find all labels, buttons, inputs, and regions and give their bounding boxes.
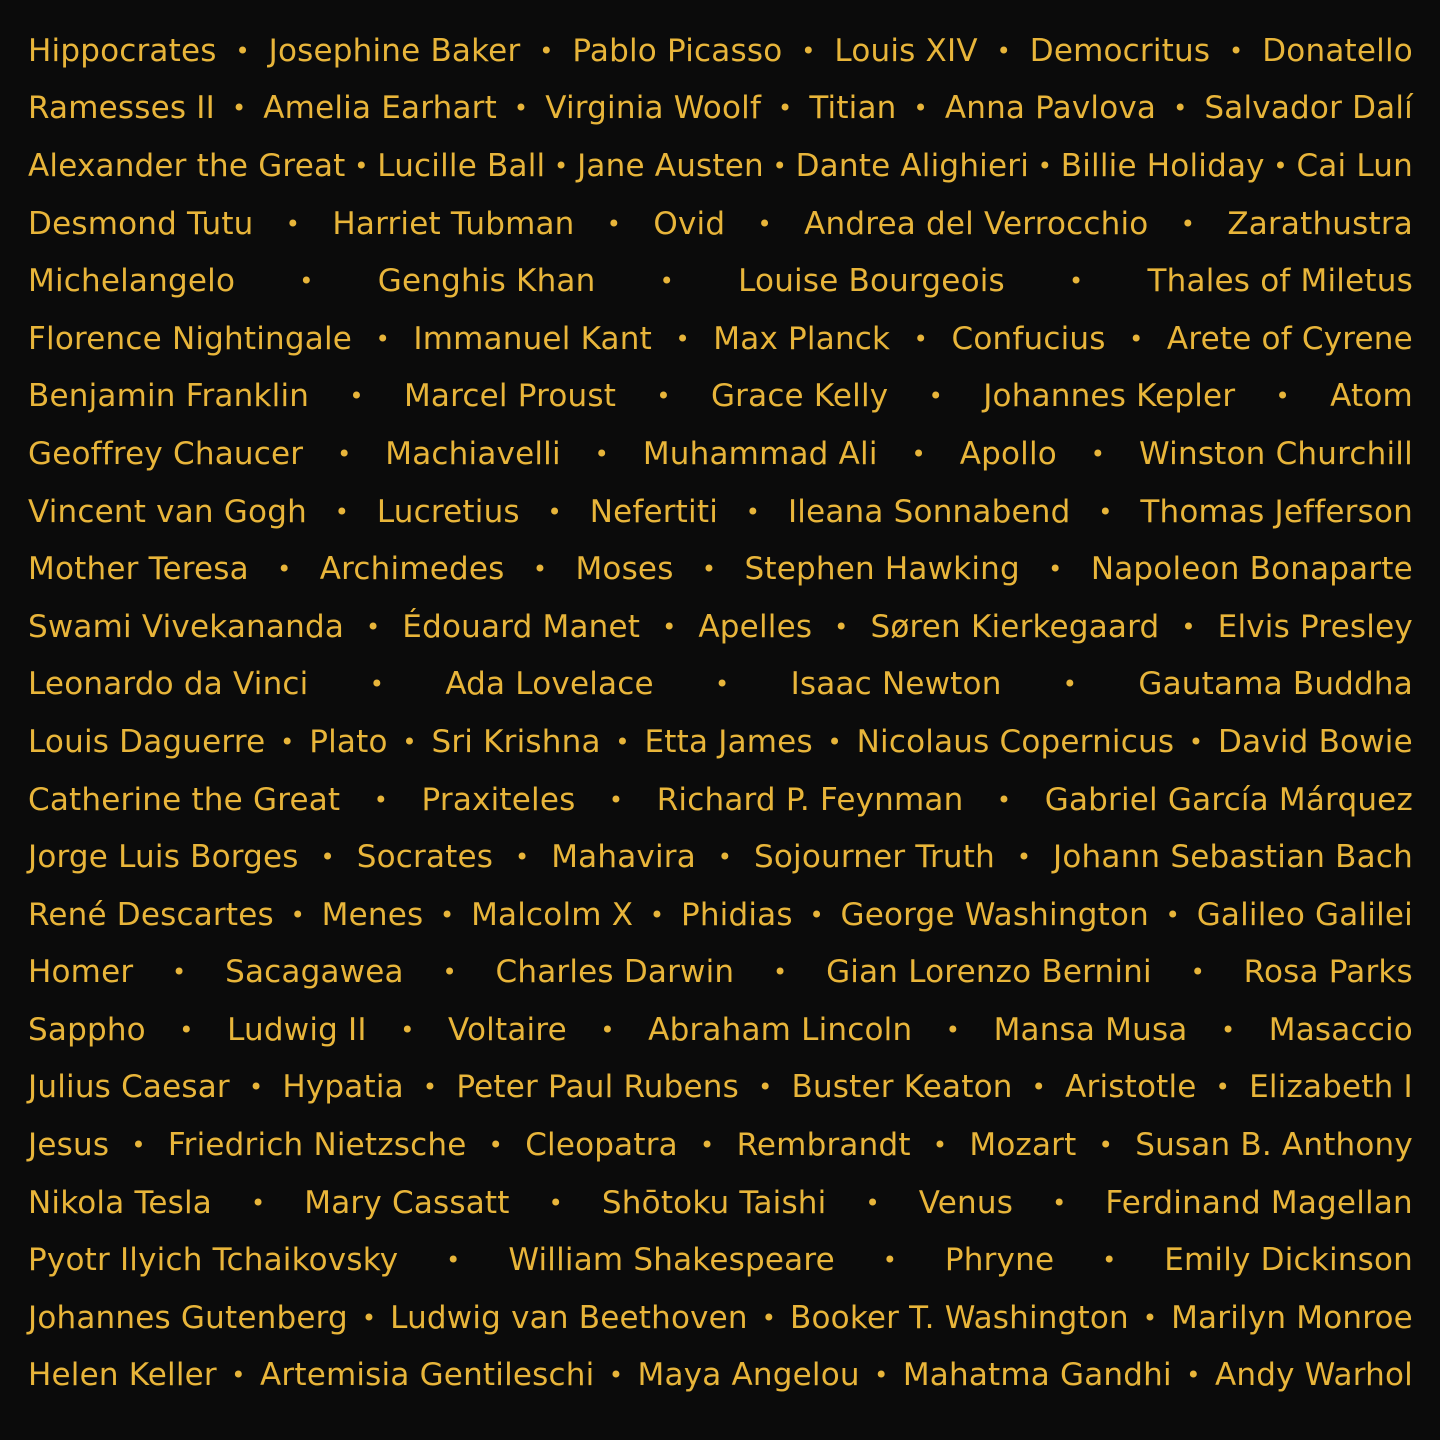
person-name: Anna Pavlova [944,90,1157,127]
person-name: Andrea del Verrocchio [804,205,1149,242]
person-name: Julius Caesar [28,1069,230,1106]
bullet-separator: • [172,958,187,987]
bullet-separator: • [701,555,717,584]
bullet-separator: • [700,1131,715,1160]
bullet-separator: • [515,843,530,872]
bullet-separator: • [1098,497,1113,526]
person-name: Josephine Baker [268,32,521,69]
person-name: Ramesses II [28,90,215,127]
person-name: Cleopatra [525,1127,678,1164]
person-name: Machiavelli [385,435,561,472]
bullet-separator: • [911,439,926,468]
bullet-separator: • [1048,555,1063,584]
person-name: Gabriel García Márquez [1044,781,1413,818]
name-line [28,886,1413,944]
person-name: Leonardo da Vinci [28,666,309,703]
person-name: Isaac Newton [790,666,1002,703]
person-name: Louise Bourgeois [738,263,1005,300]
person-name: Charles Darwin [495,954,735,991]
person-name: Plato [309,723,388,760]
person-name: Vincent van Gogh [28,493,307,530]
name-line [28,1289,1413,1347]
person-name: Hippocrates [28,32,217,69]
person-name: Abraham Lincoln [648,1011,913,1048]
bullet-separator: • [773,958,788,987]
person-name: Shōtoku Taishi [601,1184,827,1221]
person-name: Johannes Kepler [983,378,1236,415]
bullet-separator: • [277,555,292,584]
person-name: Democritus [1029,32,1211,69]
bullet-separator: • [1102,1246,1117,1275]
bullet-separator: • [662,612,677,641]
bullet-separator: • [1165,900,1180,929]
person-name: Booker T. Washington [790,1299,1129,1336]
person-name: Galileo Galilei [1196,896,1413,933]
name-line [28,713,1413,771]
bullet-separator: • [337,439,352,468]
bullet-separator: • [758,1073,773,1102]
bullet-separator: • [714,670,730,699]
person-name: Billie Holiday [1060,147,1265,184]
person-name: Mansa Musa [993,1011,1188,1048]
person-name: Emily Dickinson [1164,1242,1413,1279]
person-name: Geoffrey Chaucer [28,435,304,472]
person-name: Susan B. Anthony [1135,1127,1413,1164]
bullet-separator: • [539,36,554,65]
person-name: Søren Kierkegaard [870,608,1160,645]
person-name: Salvador Dalí [1204,90,1413,127]
person-name: Phryne [944,1242,1055,1279]
name-line [28,1231,1413,1289]
name-line [28,80,1413,138]
person-name: Winston Churchill [1138,435,1413,472]
name-line [28,368,1413,426]
person-name: Voltaire [448,1011,567,1048]
bullet-separator: • [1215,1073,1230,1102]
person-name: Jesus [28,1127,110,1164]
person-name: Swami Vivekananda [28,608,345,645]
name-line [28,425,1413,483]
person-name: Titian [809,90,897,127]
bullet-separator: • [1016,843,1032,872]
name-line [28,310,1413,368]
bullet-separator: • [361,1303,377,1332]
bullet-separator: • [1275,382,1290,411]
person-name: George Washington [840,896,1149,933]
person-name: Mahatma Gandhi [902,1357,1172,1394]
person-name: Thales of Miletus [1147,263,1413,300]
bullet-separator: • [608,1361,624,1390]
bullet-separator: • [488,1131,504,1160]
bullet-separator: • [996,785,1012,814]
person-name: Dante Alighieri [795,147,1030,184]
bullet-separator: • [1273,151,1288,180]
bullet-separator: • [375,324,390,353]
bullet-separator: • [442,958,457,987]
bullet-separator: • [532,555,548,584]
person-name: Rembrandt [736,1127,911,1164]
bullet-separator: • [1031,1073,1047,1102]
person-name: Ada Lovelace [445,666,654,703]
person-name: Arete of Cyrene [1166,320,1413,357]
bullet-separator: • [231,1361,246,1390]
bullet-separator: • [675,324,690,353]
bullet-separator: • [772,151,787,180]
bullet-separator: • [1090,439,1106,468]
bullet-separator: • [250,1188,266,1217]
name-line [28,1347,1413,1405]
person-name: Helen Keller [28,1357,217,1394]
person-name: Ferdinand Magellan [1105,1184,1413,1221]
bullet-separator: • [1190,958,1205,987]
person-name: Michelangelo [28,263,236,300]
bullet-separator: • [932,1131,948,1160]
name-line [28,1001,1413,1059]
person-name: Elvis Presley [1217,608,1413,645]
bullet-separator: • [1173,94,1188,123]
bullet-separator: • [446,1246,461,1275]
person-name: Richard P. Feynman [656,781,964,818]
person-name: Pyotr Ilyich Tchaikovsky [28,1242,399,1279]
bullet-separator: • [1062,670,1078,699]
person-name: Buster Keaton [791,1069,1013,1106]
bullet-separator: • [827,727,842,756]
person-name: Lucretius [376,493,520,530]
bullet-separator: • [554,151,569,180]
bullet-separator: • [235,36,250,65]
bullet-separator: • [865,1188,880,1217]
person-name: Johann Sebastian Bach [1053,839,1413,876]
bullet-separator: • [717,843,733,872]
person-name: Immanuel Kant [413,320,652,357]
name-line [28,598,1413,656]
bullet-separator: • [608,785,624,814]
bullet-separator: • [745,497,761,526]
person-name: Nefertiti [589,493,719,530]
person-name: Pablo Picasso [572,32,783,69]
bullet-separator: • [1037,151,1053,180]
person-name: René Descartes [28,896,274,933]
person-name: Andy Warhol [1214,1357,1413,1394]
name-line [28,22,1413,80]
bullet-separator: • [1188,727,1204,756]
person-name: Menes [321,896,424,933]
bullet-separator: • [248,1073,264,1102]
bullet-separator: • [548,1188,563,1217]
bullet-separator: • [615,727,630,756]
person-name: Catherine the Great [28,781,341,818]
bullet-separator: • [369,670,385,699]
bullet-separator: • [320,843,335,872]
person-name: Jorge Luis Borges [28,839,299,876]
person-name: Rosa Parks [1243,954,1413,991]
name-line [28,828,1413,886]
person-name: Desmond Tutu [28,205,254,242]
name-line [28,540,1413,598]
bullet-separator: • [928,382,943,411]
person-name: Florence Nightingale [28,320,353,357]
person-name: Apollo [959,435,1057,472]
bullet-separator: • [945,1015,961,1044]
person-name: Jane Austen [577,147,764,184]
name-line [28,1116,1413,1174]
person-name: Harriet Tubman [332,205,575,242]
person-name: Gautama Buddha [1138,666,1413,703]
bullet-separator: • [179,1015,194,1044]
person-name: Archimedes [319,551,505,588]
name-line [28,771,1413,829]
person-name: Virginia Woolf [545,90,762,127]
bullet-separator: • [600,1015,615,1044]
bullet-separator: • [1069,267,1084,296]
bullet-separator: • [649,900,665,929]
person-name: Ileana Sonnabend [787,493,1071,530]
person-name: Confucius [951,320,1106,357]
person-name: Louis Daguerre [28,723,266,760]
bullet-separator: • [1186,1361,1201,1390]
person-name: Stephen Hawking [744,551,1020,588]
bullet-separator: • [131,1131,146,1160]
bullet-separator: • [402,727,417,756]
person-name: Socrates [356,839,494,876]
person-name: Mozart [969,1127,1077,1164]
bullet-separator: • [606,209,622,238]
bullet-separator: • [656,382,671,411]
bullet-separator: • [757,209,772,238]
person-name: Ludwig II [227,1011,367,1048]
person-name: Muhammad Ali [642,435,878,472]
person-name: Venus [918,1184,1014,1221]
bullet-separator: • [874,1361,889,1390]
name-line [28,1059,1413,1117]
person-name: Ludwig van Beethoven [390,1299,748,1336]
person-name: Mahavira [551,839,696,876]
bullet-separator: • [513,94,529,123]
person-name: Atom [1330,378,1413,415]
person-name: Mother Teresa [28,551,249,588]
person-name: Friedrich Nietzsche [167,1127,467,1164]
name-line [28,1174,1413,1232]
bullet-separator: • [1129,324,1144,353]
bullet-separator: • [913,94,928,123]
person-name: Napoleon Bonaparte [1090,551,1413,588]
person-name: Mary Cassatt [304,1184,510,1221]
name-line [28,944,1413,1002]
person-name: Artemisia Gentileschi [259,1357,595,1394]
bullet-separator: • [834,612,849,641]
bullet-separator: • [373,785,389,814]
person-name: Thomas Jefferson [1140,493,1413,530]
bullet-separator: • [349,382,364,411]
person-name: Zarathustra [1227,205,1413,242]
bullet-separator: • [290,900,305,929]
person-name: Benjamin Franklin [28,378,310,415]
bullet-separator: • [440,900,455,929]
person-name: Sojourner Truth [753,839,995,876]
person-name: Marilyn Monroe [1171,1299,1413,1336]
person-name: Phidias [680,896,793,933]
bullet-separator: • [422,1073,438,1102]
person-name: Moses [575,551,674,588]
person-name: Johannes Gutenberg [28,1299,348,1336]
person-name: Maya Angelou [637,1357,860,1394]
person-name: David Bowie [1218,723,1413,760]
person-name: Homer [28,954,134,991]
bullet-separator: • [594,439,609,468]
person-name: Cai Lun [1296,147,1413,184]
person-name: Lucille Ball [377,147,546,184]
person-name: Ovid [653,205,726,242]
name-lines [28,22,1413,1404]
person-name: Marcel Proust [403,378,617,415]
person-name: Nicolaus Copernicus [856,723,1175,760]
bullet-separator: • [285,209,301,238]
person-name: Peter Paul Rubens [456,1069,739,1106]
person-name: Grace Kelly [710,378,889,415]
person-name: Apelles [698,608,813,645]
bullet-separator: • [280,727,295,756]
person-name: Elizabeth I [1249,1069,1413,1106]
person-name: Masaccio [1268,1011,1413,1048]
bullet-separator: • [1180,209,1196,238]
bullet-separator: • [400,1015,415,1044]
bullet-separator: • [882,1246,898,1275]
bullet-separator: • [547,497,562,526]
bullet-separator: • [1052,1188,1067,1217]
bullet-separator: • [801,36,816,65]
name-line [28,252,1413,310]
bullet-separator: • [299,267,314,296]
bullet-separator: • [996,36,1011,65]
bullet-separator: • [354,151,369,180]
person-name: William Shakespeare [508,1242,835,1279]
person-name: Gian Lorenzo Bernini [826,954,1152,991]
person-name: Louis XIV [834,32,978,69]
bullet-separator: • [334,497,350,526]
bullet-separator: • [231,94,247,123]
name-line [28,656,1413,714]
person-name: Genghis Khan [377,263,596,300]
person-name: Nikola Tesla [28,1184,212,1221]
person-name: Sri Krishna [431,723,601,760]
bullet-separator: • [913,324,929,353]
person-name: Donatello [1262,32,1413,69]
bullet-separator: • [1229,36,1244,65]
name-line [28,137,1413,195]
bullet-separator: • [365,612,381,641]
person-name: Édouard Manet [402,608,641,645]
bullet-separator: • [1220,1015,1236,1044]
bullet-separator: • [659,267,674,296]
person-name: Etta James [644,723,813,760]
bullet-separator: • [761,1303,777,1332]
bullet-separator: • [809,900,824,929]
name-line [28,195,1413,253]
person-name: Sacagawea [225,954,404,991]
bullet-separator: • [778,94,793,123]
bullet-separator: • [1142,1303,1158,1332]
bullet-separator: • [1098,1131,1114,1160]
person-name: Malcolm X [471,896,634,933]
person-name: Alexander the Great [28,147,346,184]
bullet-separator: • [1181,612,1196,641]
person-name: Sappho [28,1011,146,1048]
person-name: Max Planck [713,320,891,357]
person-name: Praxiteles [421,781,576,818]
person-name: Aristotle [1065,1069,1197,1106]
person-name: Hypatia [282,1069,404,1106]
person-name: Amelia Earhart [263,90,497,127]
name-line [28,483,1413,541]
